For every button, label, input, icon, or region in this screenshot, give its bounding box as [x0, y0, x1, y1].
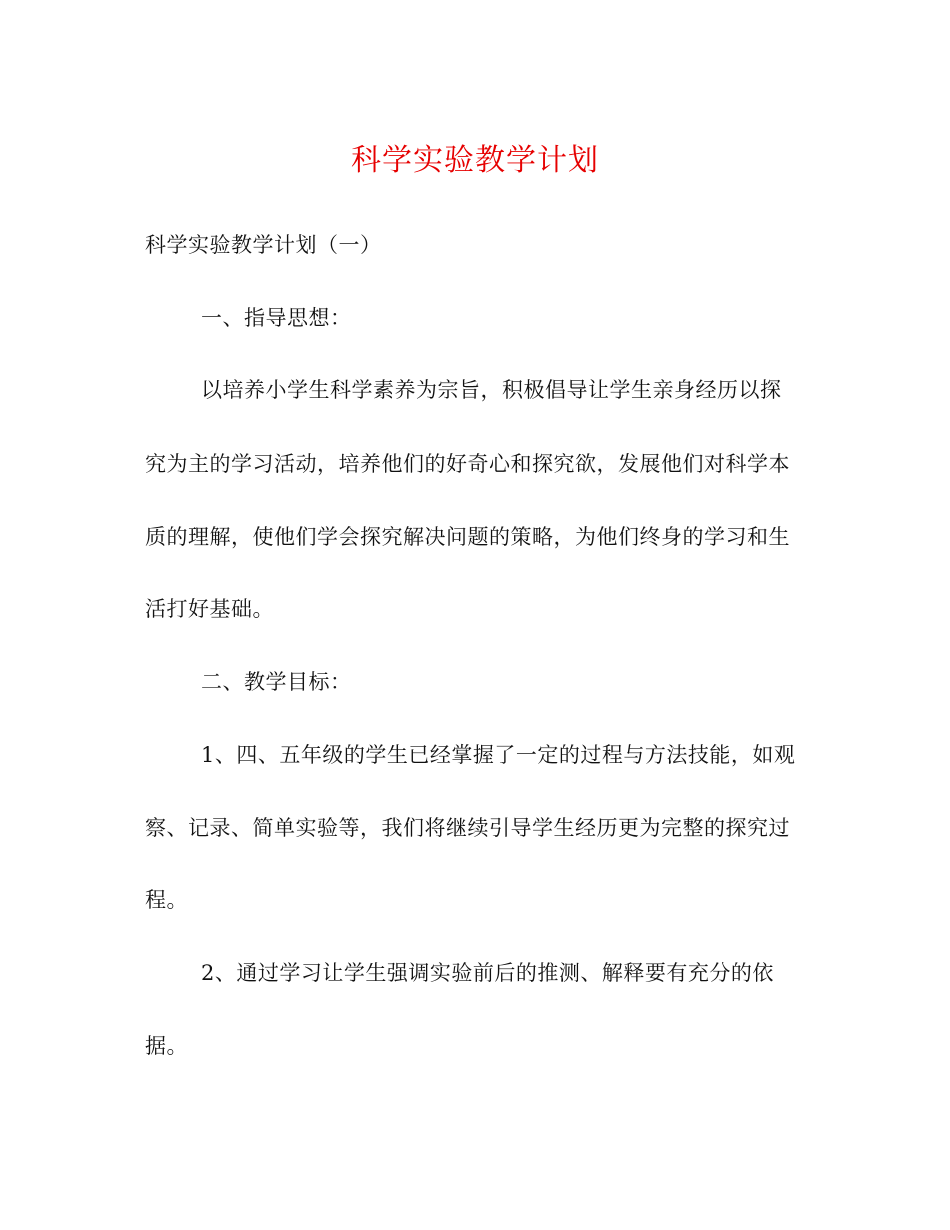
section2-item2-line: 2、通过学习让学生强调实验前后的推测、解释要有充分的依	[201, 961, 774, 985]
subtitle: 科学实验教学计划（一）	[145, 233, 382, 257]
section2-item1-line: 察、记录、简单实验等，我们将继续引导学生经历更为完整的探究过	[145, 816, 790, 840]
section1-line: 活打好基础。	[145, 597, 274, 621]
section2-item1-line: 1、四、五年级的学生已经掌握了一定的过程与方法技能，如观	[201, 743, 796, 767]
document-title: 科学实验教学计划	[351, 143, 599, 178]
section1-line: 以培养小学生科学素养为宗旨，积极倡导让学生亲身经历以探	[201, 378, 782, 402]
section2-item2-line: 据。	[145, 1034, 188, 1058]
section2-item1-line: 程。	[145, 888, 188, 912]
section2-heading: 二、教学目标：	[201, 670, 352, 694]
section1-heading: 一、指导思想：	[201, 306, 352, 330]
section1-line: 究为主的学习活动，培养他们的好奇心和探究欲，发展他们对科学本	[145, 452, 790, 476]
section1-line: 质的理解，使他们学会探究解决问题的策略，为他们终身的学习和生	[145, 525, 790, 549]
